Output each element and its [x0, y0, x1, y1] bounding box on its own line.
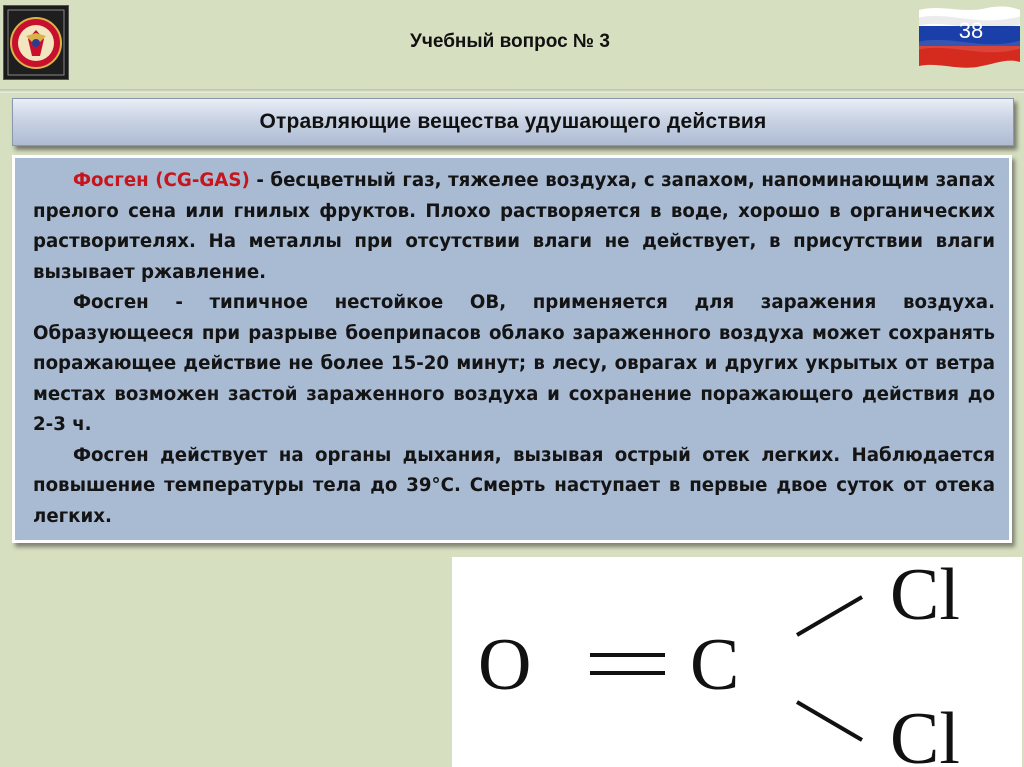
formula-chlorine-bottom: Cl — [890, 698, 960, 767]
phosgene-term: Фосген (CG-GAS) — [73, 170, 250, 191]
paragraph-description-text: - бесцветный газ, тяжелее воздуха, с запахом, напоминающим запах прелого сена или гнилых фруктов. Плохо растворяется в воде, хорошо в органических растворителях. На металлы при отсутствии влаги не действует, в присутствии влаги вызывает ржавление. — [33, 170, 995, 283]
military-emblem-icon — [3, 5, 69, 80]
section-heading-text: Отравляющие вещества удушающего действия — [259, 110, 767, 133]
formula-oxygen: O — [478, 624, 532, 706]
page-title: Учебный вопрос № 3 — [410, 31, 610, 52]
paragraph-effects: Фосген действует на органы дыхания, вызывая острый отек легких. Наблюдается повышение температуры тела до 39°С. Смерть наступает в первые двое суток от отека легких. — [33, 444, 995, 527]
formula-chlorine-top: Cl — [890, 557, 960, 636]
paragraph-description — [33, 166, 995, 288]
phosgene-structural-formula — [452, 557, 1022, 767]
section-heading — [12, 98, 1014, 146]
formula-carbon: C — [690, 624, 740, 706]
single-bond-bottom — [797, 702, 862, 740]
slide-number: 38 — [958, 18, 984, 43]
content-box — [12, 155, 1012, 543]
single-bond-top — [797, 597, 862, 635]
paragraph-usage: Фосген - типичное нестойкое ОВ, применяется для заражения воздуха. Образующееся при разрыве боеприпасов облако зараженного воздуха может сохранять поражающее действие не более 15-20 минут; в лесу, оврагах и других укрытых от ветра местах возможен застой зараженного воздуха и сохранение поражающего действия до 2-3 ч. — [33, 292, 995, 435]
header-divider — [0, 89, 1024, 93]
